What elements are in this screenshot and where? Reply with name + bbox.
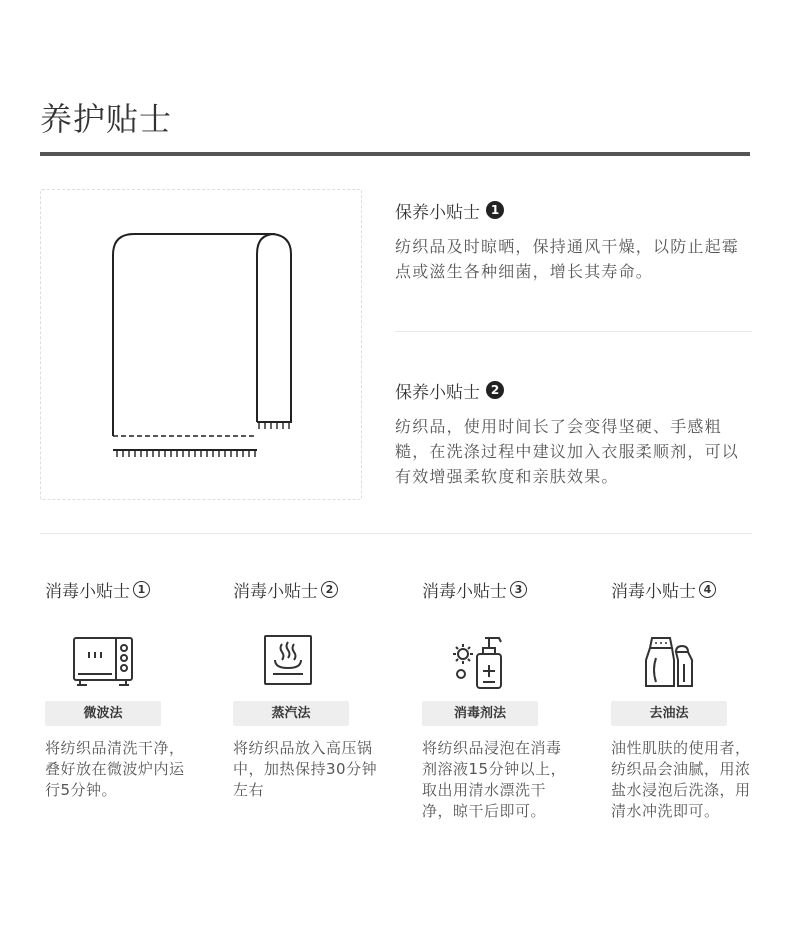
disinfection-method-badge: 蒸汽法 bbox=[233, 701, 349, 726]
disinfection-tip-body: 将纺织品清洗干净，叠好放在微波炉内运行5分钟。 bbox=[45, 739, 185, 799]
tip-divider bbox=[395, 331, 752, 332]
page-title: 养护贴士 bbox=[40, 100, 173, 138]
care-tip-heading-text: 保养小贴士 bbox=[395, 202, 480, 223]
disinfection-tip-number: 3 bbox=[510, 581, 527, 598]
disinfection-tip-heading bbox=[45, 576, 205, 602]
disinfection-tip-number: 1 bbox=[133, 581, 150, 598]
care-tip-heading-text: 保养小贴士 bbox=[395, 382, 480, 403]
title-rule bbox=[40, 152, 750, 156]
care-tip-number: 2 bbox=[486, 381, 504, 399]
disinfection-tip-heading-text: 消毒小贴士 bbox=[611, 581, 696, 602]
care-tip-body: 纺织品，使用时间长了会变得坚硬、手感粗糙，在洗涤过程中建议加入衣服柔顺剂，可以有效增强柔软度和亲肤效果。 bbox=[395, 417, 740, 486]
disinfection-tip-number: 4 bbox=[699, 581, 716, 598]
disinfectant-bottle-icon bbox=[451, 634, 509, 690]
disinfection-method-badge: 微波法 bbox=[45, 701, 161, 726]
disinfection-tip-heading-text: 消毒小贴士 bbox=[233, 581, 318, 602]
disinfection-tip-heading bbox=[422, 576, 582, 602]
towel-icon bbox=[41, 190, 363, 501]
disinfection-tip-body: 油性肌肤的使用者，纺织品会油腻，用浓盐水浸泡后洗涤，用清水冲洗即可。 bbox=[611, 739, 751, 820]
towel-illustration-box bbox=[40, 189, 362, 500]
salt-shaker-icon bbox=[644, 634, 694, 688]
section-divider bbox=[40, 533, 752, 534]
disinfection-tip-3 bbox=[422, 576, 582, 820]
disinfection-tip-number: 2 bbox=[321, 581, 338, 598]
disinfection-tip-heading bbox=[611, 576, 771, 602]
disinfection-tip-body: 将纺织品放入高压锅中，加热保持30分钟左右 bbox=[233, 739, 378, 799]
care-tip-1 bbox=[395, 198, 750, 284]
care-tip-2 bbox=[395, 378, 750, 489]
disinfection-tip-1 bbox=[45, 576, 205, 799]
disinfection-tip-heading bbox=[233, 576, 393, 602]
disinfection-tip-4 bbox=[611, 576, 771, 820]
microwave-icon bbox=[72, 634, 134, 688]
disinfection-tip-body: 将纺织品浸泡在消毒剂溶液15分钟以上，取出用清水漂洗干净，晾干后即可。 bbox=[422, 739, 567, 820]
disinfection-method-badge: 去油法 bbox=[611, 701, 727, 726]
care-tip-body: 纺织品及时晾晒，保持通风干燥，以防止起霉点或滋生各种细菌，增长其寿命。 bbox=[395, 237, 740, 281]
disinfection-tip-2 bbox=[233, 576, 393, 799]
steam-pot-icon bbox=[261, 634, 315, 688]
disinfection-method-badge: 消毒剂法 bbox=[422, 701, 538, 726]
care-tip-number: 1 bbox=[486, 201, 504, 219]
disinfection-tip-heading-text: 消毒小贴士 bbox=[45, 581, 130, 602]
care-tip-heading bbox=[395, 378, 750, 402]
disinfection-tip-heading-text: 消毒小贴士 bbox=[422, 581, 507, 602]
care-tip-heading bbox=[395, 198, 750, 222]
